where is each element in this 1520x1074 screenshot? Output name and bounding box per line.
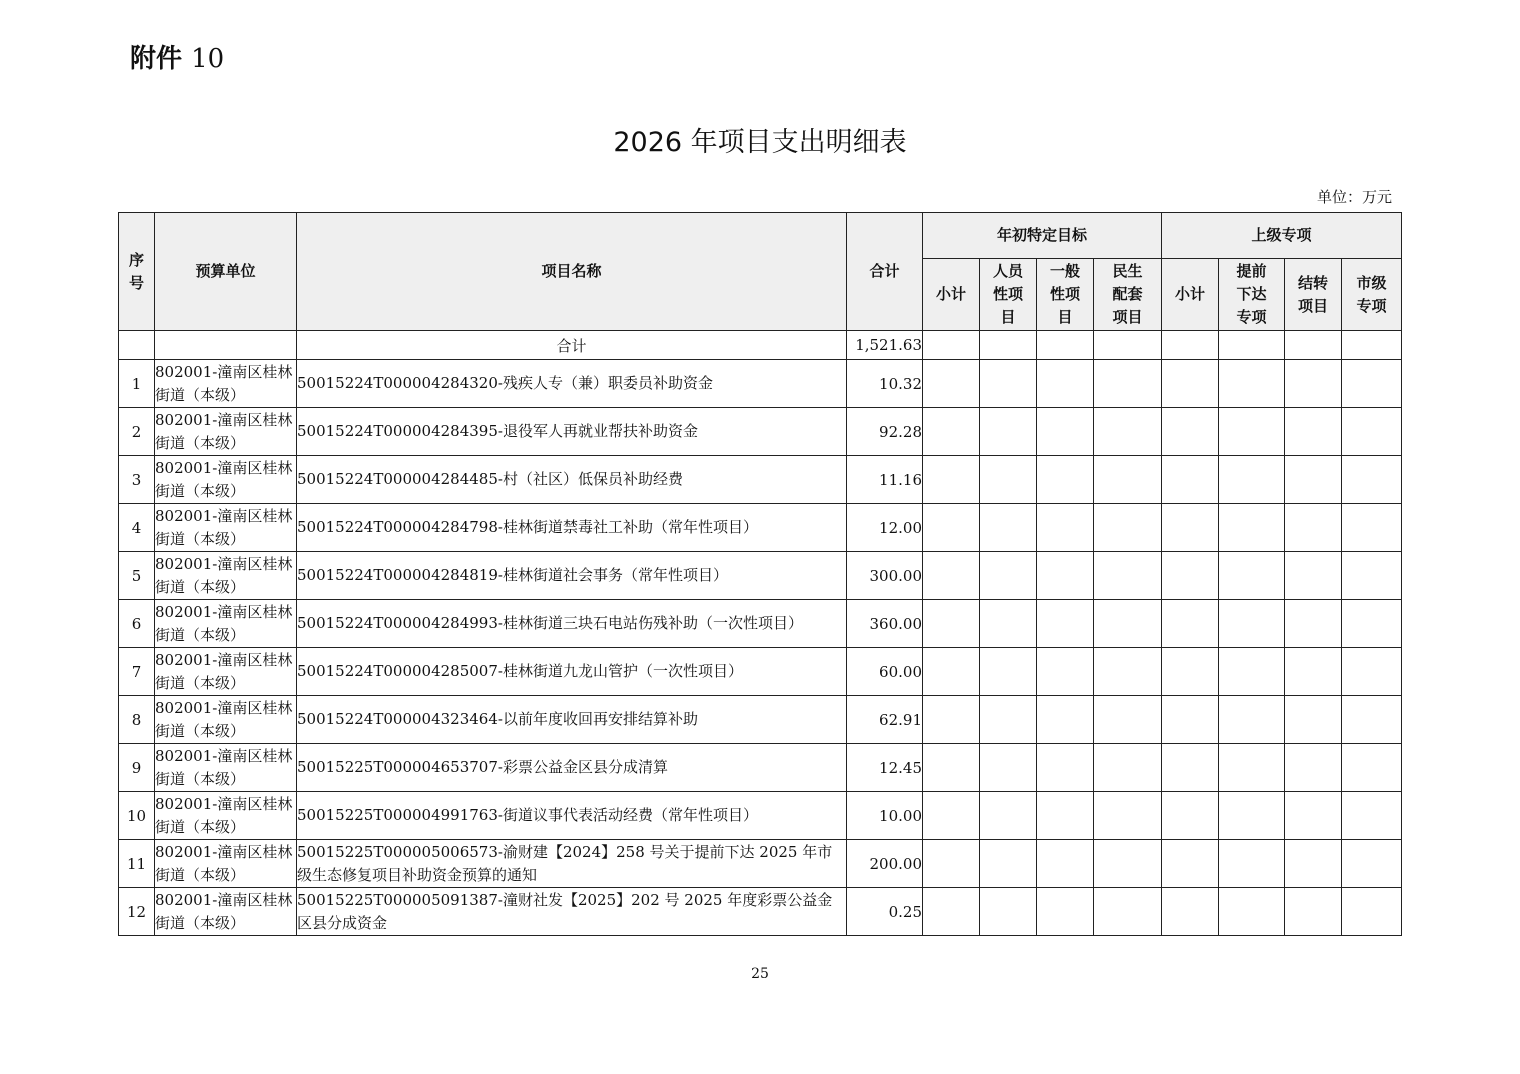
row-seq: 1 <box>119 360 155 408</box>
header-carryover: 结转项目 <box>1285 259 1342 331</box>
row-budget-unit: 802001-潼南区桂林街道（本级） <box>155 456 297 504</box>
row-project-name: 50015225T000005091387-潼财社发【2025】202 号 2025 年度彩票公益金区县分成资金 <box>297 888 847 936</box>
empty-cell <box>1094 552 1162 600</box>
empty-cell <box>1162 648 1219 696</box>
empty-cell <box>980 600 1037 648</box>
unit-note: 单位：万元 <box>1316 188 1392 206</box>
empty-cell <box>923 504 980 552</box>
empty-cell <box>1285 744 1342 792</box>
empty-cell <box>1219 696 1285 744</box>
row-seq: 2 <box>119 408 155 456</box>
row-budget-unit: 802001-潼南区桂林街道（本级） <box>155 600 297 648</box>
header-seq: 序号 <box>119 213 155 331</box>
row-budget-unit: 802001-潼南区桂林街道（本级） <box>155 744 297 792</box>
empty-cell <box>1219 744 1285 792</box>
empty-cell <box>923 360 980 408</box>
empty-cell <box>1094 888 1162 936</box>
row-project-name: 50015224T000004284993-桂林街道三块石电站伤残补助（一次性项目） <box>297 600 847 648</box>
empty-cell <box>1037 552 1094 600</box>
empty-cell <box>1162 360 1219 408</box>
empty-cell <box>980 744 1037 792</box>
empty-cell <box>1342 744 1402 792</box>
row-project-name: 50015224T000004284819-桂林街道社会事务（常年性项目） <box>297 552 847 600</box>
row-seq: 4 <box>119 504 155 552</box>
empty-cell <box>1342 840 1402 888</box>
row-project-name: 50015225T000004991763-街道议事代表活动经费（常年性项目） <box>297 792 847 840</box>
empty-cell <box>1094 744 1162 792</box>
empty-cell <box>1285 504 1342 552</box>
row-project-name: 50015224T000004284320-残疾人专（兼）职委员补助资金 <box>297 360 847 408</box>
row-amount: 300.00 <box>847 552 923 600</box>
header-total: 合计 <box>847 213 923 331</box>
table-row <box>119 504 1402 552</box>
row-amount: 60.00 <box>847 648 923 696</box>
empty-cell <box>1285 456 1342 504</box>
empty-cell <box>1342 888 1402 936</box>
row-budget-unit: 802001-潼南区桂林街道（本级） <box>155 504 297 552</box>
row-seq: 9 <box>119 744 155 792</box>
empty-cell <box>1037 600 1094 648</box>
row-budget-unit: 802001-潼南区桂林街道（本级） <box>155 888 297 936</box>
empty-cell <box>923 888 980 936</box>
empty-cell <box>1162 552 1219 600</box>
empty-cell <box>1037 408 1094 456</box>
row-seq: 11 <box>119 840 155 888</box>
row-amount: 11.16 <box>847 456 923 504</box>
total-row <box>119 331 1402 360</box>
row-seq: 6 <box>119 600 155 648</box>
header-livelihood: 民生配套项目 <box>1094 259 1162 331</box>
empty-cell <box>1094 840 1162 888</box>
total-label: 合计 <box>297 331 847 360</box>
empty-cell <box>980 408 1037 456</box>
row-seq: 12 <box>119 888 155 936</box>
empty-cell <box>1219 792 1285 840</box>
header-group-specific: 年初特定目标 <box>923 213 1162 259</box>
empty-cell <box>923 600 980 648</box>
empty-cell <box>1219 648 1285 696</box>
empty-cell <box>1342 600 1402 648</box>
empty-cell <box>1162 888 1219 936</box>
row-seq: 10 <box>119 792 155 840</box>
row-seq: 7 <box>119 648 155 696</box>
empty-cell <box>980 456 1037 504</box>
row-seq: 5 <box>119 552 155 600</box>
table-row <box>119 696 1402 744</box>
empty-cell <box>923 792 980 840</box>
empty-cell <box>1219 456 1285 504</box>
empty-cell <box>980 840 1037 888</box>
table-row <box>119 648 1402 696</box>
row-project-name: 50015224T000004284395-退役军人再就业帮扶补助资金 <box>297 408 847 456</box>
attachment-number: 10 <box>191 44 225 74</box>
empty-cell <box>1037 648 1094 696</box>
row-amount: 10.32 <box>847 360 923 408</box>
empty-cell <box>1037 840 1094 888</box>
header-project-name: 项目名称 <box>297 213 847 331</box>
row-budget-unit: 802001-潼南区桂林街道（本级） <box>155 552 297 600</box>
empty-cell <box>1094 600 1162 648</box>
empty-cell <box>923 648 980 696</box>
row-budget-unit: 802001-潼南区桂林街道（本级） <box>155 840 297 888</box>
empty-cell <box>1342 360 1402 408</box>
empty-cell <box>923 456 980 504</box>
empty-cell <box>1162 600 1219 648</box>
table-row <box>119 744 1402 792</box>
empty-cell <box>980 792 1037 840</box>
row-amount: 12.45 <box>847 744 923 792</box>
empty-cell <box>1094 648 1162 696</box>
empty-cell <box>923 840 980 888</box>
row-amount: 360.00 <box>847 600 923 648</box>
attachment-label <box>130 38 224 75</box>
row-amount: 200.00 <box>847 840 923 888</box>
empty-cell <box>1162 456 1219 504</box>
page-title: 2026 年项目支出明细表 <box>613 127 907 158</box>
row-project-name: 50015225T000004653707-彩票公益金区县分成清算 <box>297 744 847 792</box>
empty-cell <box>1342 504 1402 552</box>
row-amount: 0.25 <box>847 888 923 936</box>
empty-cell <box>1285 696 1342 744</box>
empty-cell <box>1037 456 1094 504</box>
table-row <box>119 888 1402 936</box>
table-row <box>119 552 1402 600</box>
header-subtotal-superior: 小计 <box>1162 259 1219 331</box>
empty-cell <box>980 504 1037 552</box>
header-budget-unit: 预算单位 <box>155 213 297 331</box>
row-project-name: 50015224T000004284798-桂林街道禁毒社工补助（常年性项目） <box>297 504 847 552</box>
empty-cell <box>1162 696 1219 744</box>
attachment-text: 附件 <box>130 44 183 74</box>
empty-cell <box>1342 792 1402 840</box>
row-project-name: 50015224T000004285007-桂林街道九龙山管护（一次性项目） <box>297 648 847 696</box>
row-amount: 62.91 <box>847 696 923 744</box>
empty-cell <box>1094 696 1162 744</box>
empty-cell <box>1037 360 1094 408</box>
empty-cell <box>1219 408 1285 456</box>
empty-cell <box>1285 888 1342 936</box>
empty-cell <box>1094 456 1162 504</box>
row-budget-unit: 802001-潼南区桂林街道（本级） <box>155 408 297 456</box>
row-budget-unit: 802001-潼南区桂林街道（本级） <box>155 360 297 408</box>
empty-cell <box>1094 408 1162 456</box>
row-seq: 3 <box>119 456 155 504</box>
empty-cell <box>1037 888 1094 936</box>
row-seq: 8 <box>119 696 155 744</box>
empty-cell <box>1094 792 1162 840</box>
empty-cell <box>1342 696 1402 744</box>
table-row <box>119 360 1402 408</box>
empty-cell <box>1094 504 1162 552</box>
header-municipal: 市级专项 <box>1342 259 1402 331</box>
empty-cell <box>980 552 1037 600</box>
empty-cell <box>1162 840 1219 888</box>
table-row <box>119 840 1402 888</box>
row-amount: 12.00 <box>847 504 923 552</box>
empty-cell <box>1219 504 1285 552</box>
row-amount: 10.00 <box>847 792 923 840</box>
empty-cell <box>1219 600 1285 648</box>
row-budget-unit: 802001-潼南区桂林街道（本级） <box>155 792 297 840</box>
empty-cell <box>1219 840 1285 888</box>
empty-cell <box>1094 360 1162 408</box>
empty-cell <box>1162 504 1219 552</box>
row-budget-unit: 802001-潼南区桂林街道（本级） <box>155 696 297 744</box>
header-general: 一般性项目 <box>1037 259 1094 331</box>
empty-cell <box>1285 360 1342 408</box>
header-group-superior: 上级专项 <box>1162 213 1402 259</box>
empty-cell <box>980 648 1037 696</box>
table-row <box>119 456 1402 504</box>
row-budget-unit: 802001-潼南区桂林街道（本级） <box>155 648 297 696</box>
empty-cell <box>1162 744 1219 792</box>
empty-cell <box>1342 456 1402 504</box>
empty-cell <box>1037 792 1094 840</box>
table-row <box>119 600 1402 648</box>
empty-cell <box>1342 408 1402 456</box>
empty-cell <box>1219 552 1285 600</box>
row-project-name: 50015224T000004323464-以前年度收回再安排结算补助 <box>297 696 847 744</box>
empty-cell <box>1037 504 1094 552</box>
empty-cell <box>1219 360 1285 408</box>
empty-cell <box>1342 648 1402 696</box>
empty-cell <box>1162 792 1219 840</box>
page-number: 25 <box>751 966 769 982</box>
empty-cell <box>980 888 1037 936</box>
empty-cell <box>923 408 980 456</box>
header-personnel: 人员性项目 <box>980 259 1037 331</box>
empty-cell <box>923 696 980 744</box>
empty-cell <box>1285 552 1342 600</box>
row-project-name: 50015224T000004284485-村（社区）低保员补助经费 <box>297 456 847 504</box>
empty-cell <box>1285 840 1342 888</box>
row-project-name: 50015225T000005006573-渝财建【2024】258 号关于提前下达 2025 年市级生态修复项目补助资金预算的通知 <box>297 840 847 888</box>
empty-cell <box>1285 792 1342 840</box>
header-row-1 <box>119 213 1402 259</box>
empty-cell <box>923 744 980 792</box>
empty-cell <box>1285 648 1342 696</box>
header-subtotal-specific: 小计 <box>923 259 980 331</box>
empty-cell <box>1219 888 1285 936</box>
table-row <box>119 408 1402 456</box>
empty-cell <box>1285 600 1342 648</box>
expenditure-table <box>118 212 1402 936</box>
empty-cell <box>1162 408 1219 456</box>
empty-cell <box>980 360 1037 408</box>
empty-cell <box>1285 408 1342 456</box>
header-advance: 提前下达专项 <box>1219 259 1285 331</box>
empty-cell <box>1037 744 1094 792</box>
empty-cell <box>980 696 1037 744</box>
row-amount: 92.28 <box>847 408 923 456</box>
table-row <box>119 792 1402 840</box>
empty-cell <box>923 552 980 600</box>
empty-cell <box>1342 552 1402 600</box>
empty-cell <box>1037 696 1094 744</box>
total-amount: 1,521.63 <box>847 331 923 360</box>
